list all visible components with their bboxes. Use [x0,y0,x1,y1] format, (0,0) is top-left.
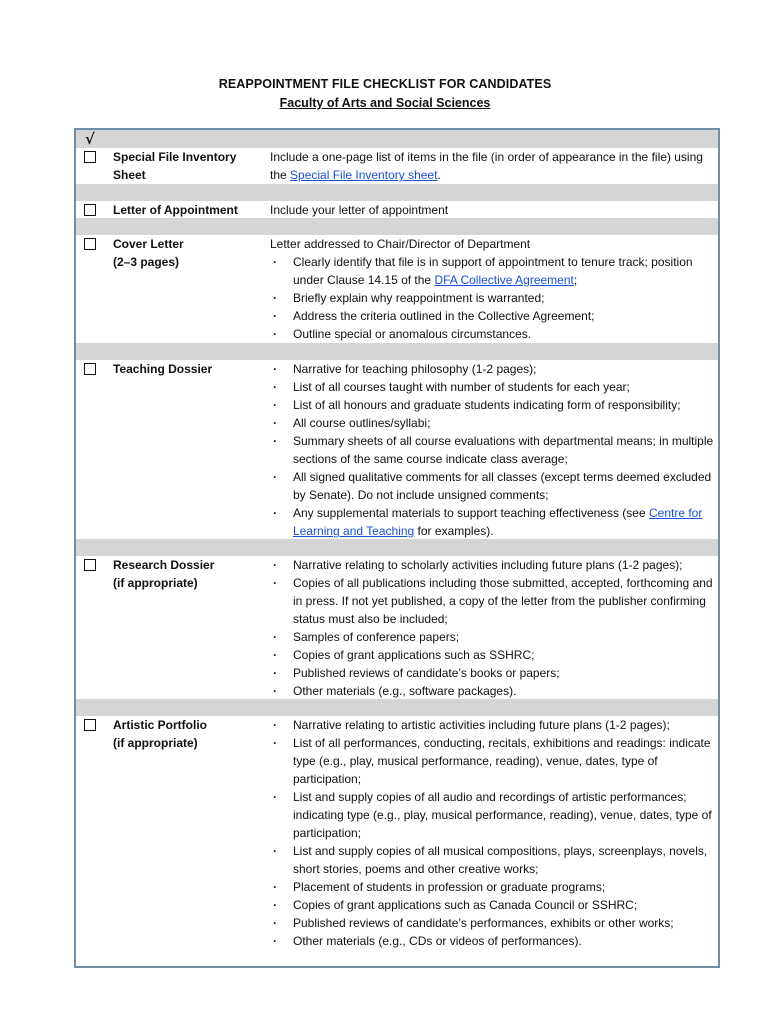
list-item: · List and supply copies of all audio and recordings of artistic performances; indicating type (e.g., play, musical performance, reading), venue, dates, type of participation; [270,788,716,842]
row-label-line: Sheet [113,168,146,182]
checklist-row-artistic-portfolio [76,716,718,966]
checklist-row-special-file [76,148,718,184]
page-title: REAPPOINTMENT FILE CHECKLIST FOR CANDIDATES [218,77,552,91]
bullet-text: ; [573,273,578,287]
list-item: · All signed qualitative comments for all classes (except terms deemed excluded by Senate). Do not include unsigned comments; [270,468,716,504]
list-item: · Published reviews of candidate’s books or papers; [270,664,716,682]
row-label-line: Letter of Appointment [113,203,238,217]
list-item: · Samples of conference papers; [270,628,716,646]
row-label [113,716,263,752]
list-item [270,504,716,540]
header-bar [76,130,718,148]
bullet-text: for examples). [414,524,494,538]
list-item: · Narrative relating to artistic activities including future plans (1-2 pages); [270,716,716,734]
row-label [113,201,263,219]
list-item: · List of all performances, conducting, recitals, exhibitions and readings: indicate type (e.g., play, musical performance, reading), venue, dates, type of participation; [270,734,716,788]
checkbox-research-dossier[interactable] [84,559,96,571]
list-item: · Outline special or anomalous circumstances. [270,325,716,343]
row-content [270,360,716,540]
checkbox-special-file[interactable] [84,151,96,163]
row-content [270,556,716,700]
list-item: · Other materials (e.g., CDs or videos of performances). [270,932,716,950]
bullet-text: Clearly identify that file is in support of appointment to tenure track; position under Clause 14.15 of the [293,255,693,287]
checklist-row-cover-letter [76,235,718,343]
page-subtitle: Faculty of Arts and Social Sciences [279,96,491,110]
list-item: · Narrative relating to scholarly activities including future plans (1-2 pages); [270,556,716,574]
row-content [270,235,716,343]
row-content [270,148,716,184]
row-label [113,235,263,271]
checklist-row-teaching-dossier [76,360,718,539]
content-text: . [437,168,441,182]
list-item: · Placement of students in profession or graduate programs; [270,878,716,896]
list-item: · List and supply copies of all musical compositions, plays, screenplays, novels, short stories, poems and other creative works; [270,842,716,878]
special-file-inventory-link[interactable]: Special File Inventory sheet [290,168,438,182]
row-separator [76,343,718,360]
bullet-text: Any supplemental materials to support teaching effectiveness (see [293,506,649,520]
row-separator [76,218,718,235]
bullet-list [270,253,716,343]
checkmark-header-icon: √ [85,130,95,148]
row-label-line: (if appropriate) [113,576,198,590]
list-item: · Copies of grant applications such as SSHRC; [270,646,716,664]
checkbox-artistic-portfolio[interactable] [84,719,96,731]
row-label-line: Teaching Dossier [113,362,213,376]
row-label-line: (if appropriate) [113,736,198,750]
centre-for-learning-link[interactable]: Centre for Learning and Teaching [293,506,703,538]
list-item: · Published reviews of candidate’s performances, exhibits or other works; [270,914,716,932]
row-label [113,360,263,378]
bullet-list [270,716,716,950]
row-separator [76,699,718,716]
bullet-list [270,360,716,540]
row-label-line: (2–3 pages) [113,255,180,269]
row-label-line: Artistic Portfolio [113,718,208,732]
content-text: Include your letter of appointment [270,203,449,217]
list-item: · Copies of grant applications such as Canada Council or SSHRC; [270,896,716,914]
checklist-row-letter-of-appointment [76,201,718,218]
list-item [270,253,716,289]
checkbox-cover-letter[interactable] [84,238,96,250]
list-item: · List of all courses taught with number of students for each year; [270,378,716,396]
checkbox-teaching-dossier[interactable] [84,363,96,375]
list-item: · Other materials (e.g., software packages). [270,682,716,700]
row-separator [76,184,718,201]
checklist-table [74,128,720,968]
row-label [113,148,263,184]
checklist-row-research-dossier [76,556,718,699]
row-label-line: Cover Letter [113,237,184,251]
list-item: · Briefly explain why reappointment is warranted; [270,289,716,307]
checkbox-letter-of-appointment[interactable] [84,204,96,216]
row-label [113,556,263,592]
row-content [270,716,716,950]
list-item: · All course outlines/syllabi; [270,414,716,432]
content-text: Include a one-page list of items in the file (in order of appearance in the file) using the [270,150,703,182]
list-item: · List of all honours and graduate students indicating form of responsibility; [270,396,716,414]
list-item: · Copies of all publications including those submitted, accepted, forthcoming and in press. If not yet published, a copy of the letter from the publisher confirming status must also be included; [270,574,716,628]
row-separator [76,539,718,556]
row-label-line: Research Dossier [113,558,215,572]
list-item: · Summary sheets of all course evaluations with departmental means; in multiple sections of the same course indicate class average; [270,432,716,468]
bullet-list [270,556,716,700]
row-content [270,201,716,219]
dfa-collective-agreement-link[interactable]: DFA Collective Agreement [434,273,574,287]
list-item: · Narrative for teaching philosophy (1-2 pages); [270,360,716,378]
row-label-line: Special File Inventory [113,150,237,164]
content-intro: Letter addressed to Chair/Director of Department [270,237,531,251]
list-item: · Address the criteria outlined in the Collective Agreement; [270,307,716,325]
